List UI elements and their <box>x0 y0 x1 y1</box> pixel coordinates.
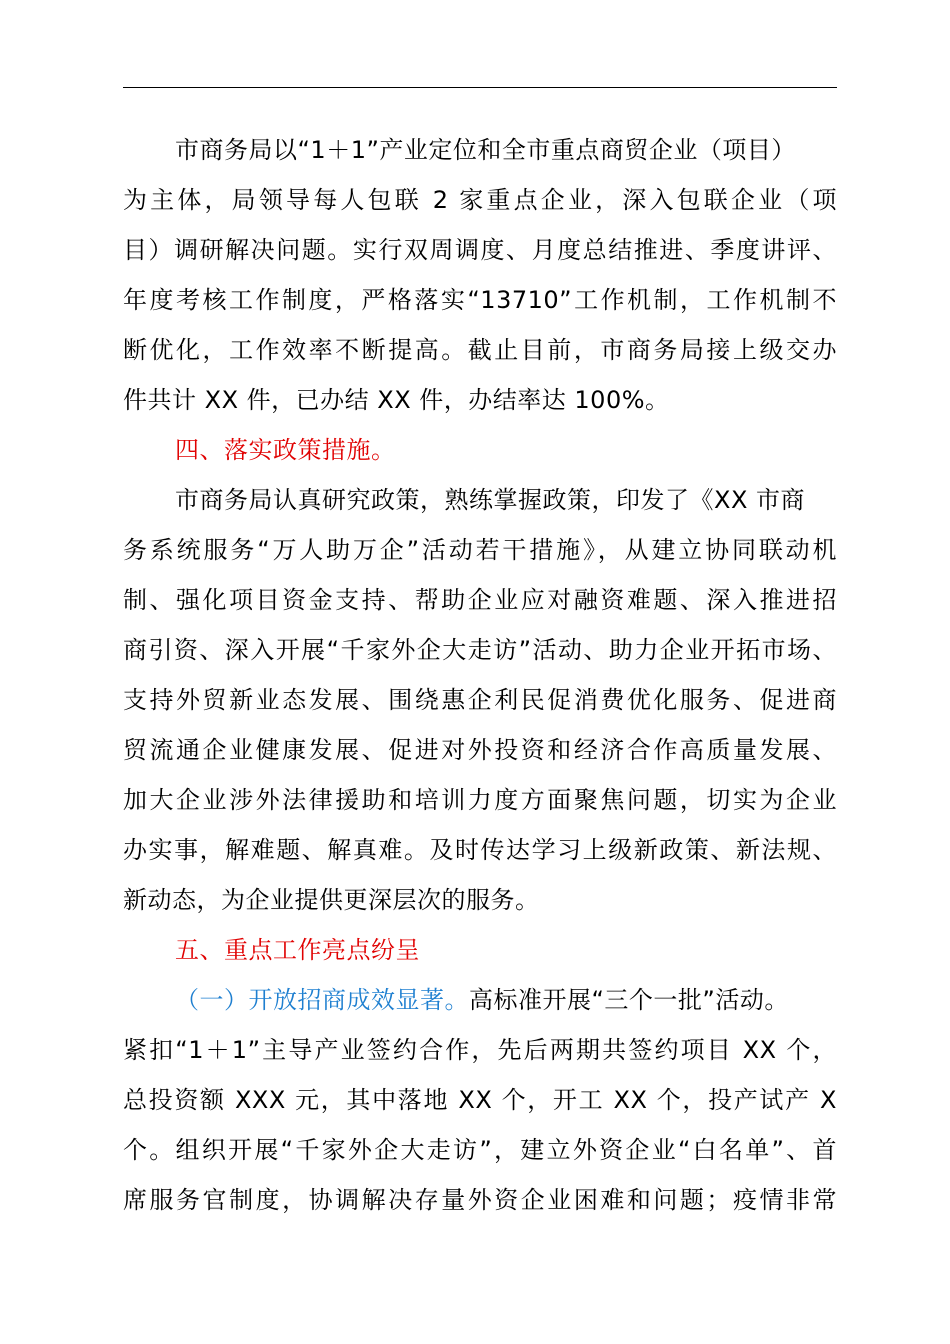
paragraph-line: 商引资、深入开展“千家外企大走访”活动、助力企业开拓市场、 <box>123 636 837 664</box>
paragraph-line: 断优化，工作效率不断提高。截止目前，市商务局接上级交办 <box>123 336 837 364</box>
paragraph-line: 件共计 XX 件，已办结 XX 件，办结率达 100%。 <box>123 386 670 414</box>
subheading-1: （一）开放招商成效显著。 <box>175 986 469 1014</box>
paragraph-line: 个。组织开展“千家外企大走访”，建立外资企业“白名单”、首 <box>123 1136 837 1164</box>
paragraph-line: 市商务局认真研究政策，熟练掌握政策，印发了《XX 市商 <box>175 486 806 514</box>
paragraph-line: 目）调研解决问题。实行双周调度、月度总结推进、季度讲评、 <box>123 236 837 264</box>
paragraph-line: 务系统服务“万人助万企”活动若干措施》，从建立协同联动机 <box>123 536 837 564</box>
section-heading-4: 四、落实政策措施。 <box>175 436 396 464</box>
subheading-rest: 高标准开展“三个一批”活动。 <box>469 986 789 1014</box>
paragraph-line: 支持外贸新业态发展、围绕惠企利民促消费优化服务、促进商 <box>123 686 837 714</box>
paragraph-line <box>123 975 837 1025</box>
paragraph-line: 新动态，为企业提供更深层次的服务。 <box>123 886 540 914</box>
paragraph-line: 总投资额 XXX 元，其中落地 XX 个，开工 XX 个，投产试产 X <box>123 1086 837 1114</box>
paragraph-line: 席服务官制度，协调解决存量外资企业困难和问题；疫情非常 <box>123 1186 837 1214</box>
section-heading-5: 五、重点工作亮点纷呈 <box>175 936 420 964</box>
paragraph-line: 制、强化项目资金支持、帮助企业应对融资难题、深入推进招 <box>123 586 837 614</box>
header-rule <box>123 87 837 88</box>
paragraph-line: 加大企业涉外法律援助和培训力度方面聚焦问题，切实为企业 <box>123 786 837 814</box>
paragraph-line: 紧扣“1＋1”主导产业签约合作，先后两期共签约项目 XX 个， <box>123 1036 837 1064</box>
paragraph-line: 为主体，局领导每人包联 2 家重点企业，深入包联企业（项 <box>123 186 837 214</box>
paragraph-line: 年度考核工作制度，严格落实“13710”工作机制，工作机制不 <box>123 286 837 314</box>
paragraph-line: 市商务局以“1＋1”产业定位和全市重点商贸企业（项目） <box>175 136 796 164</box>
paragraph-line: 办实事，解难题、解真难。及时传达学习上级新政策、新法规、 <box>123 836 837 864</box>
document-body <box>123 125 837 1225</box>
paragraph-line: 贸流通企业健康发展、促进对外投资和经济合作高质量发展、 <box>123 736 837 764</box>
